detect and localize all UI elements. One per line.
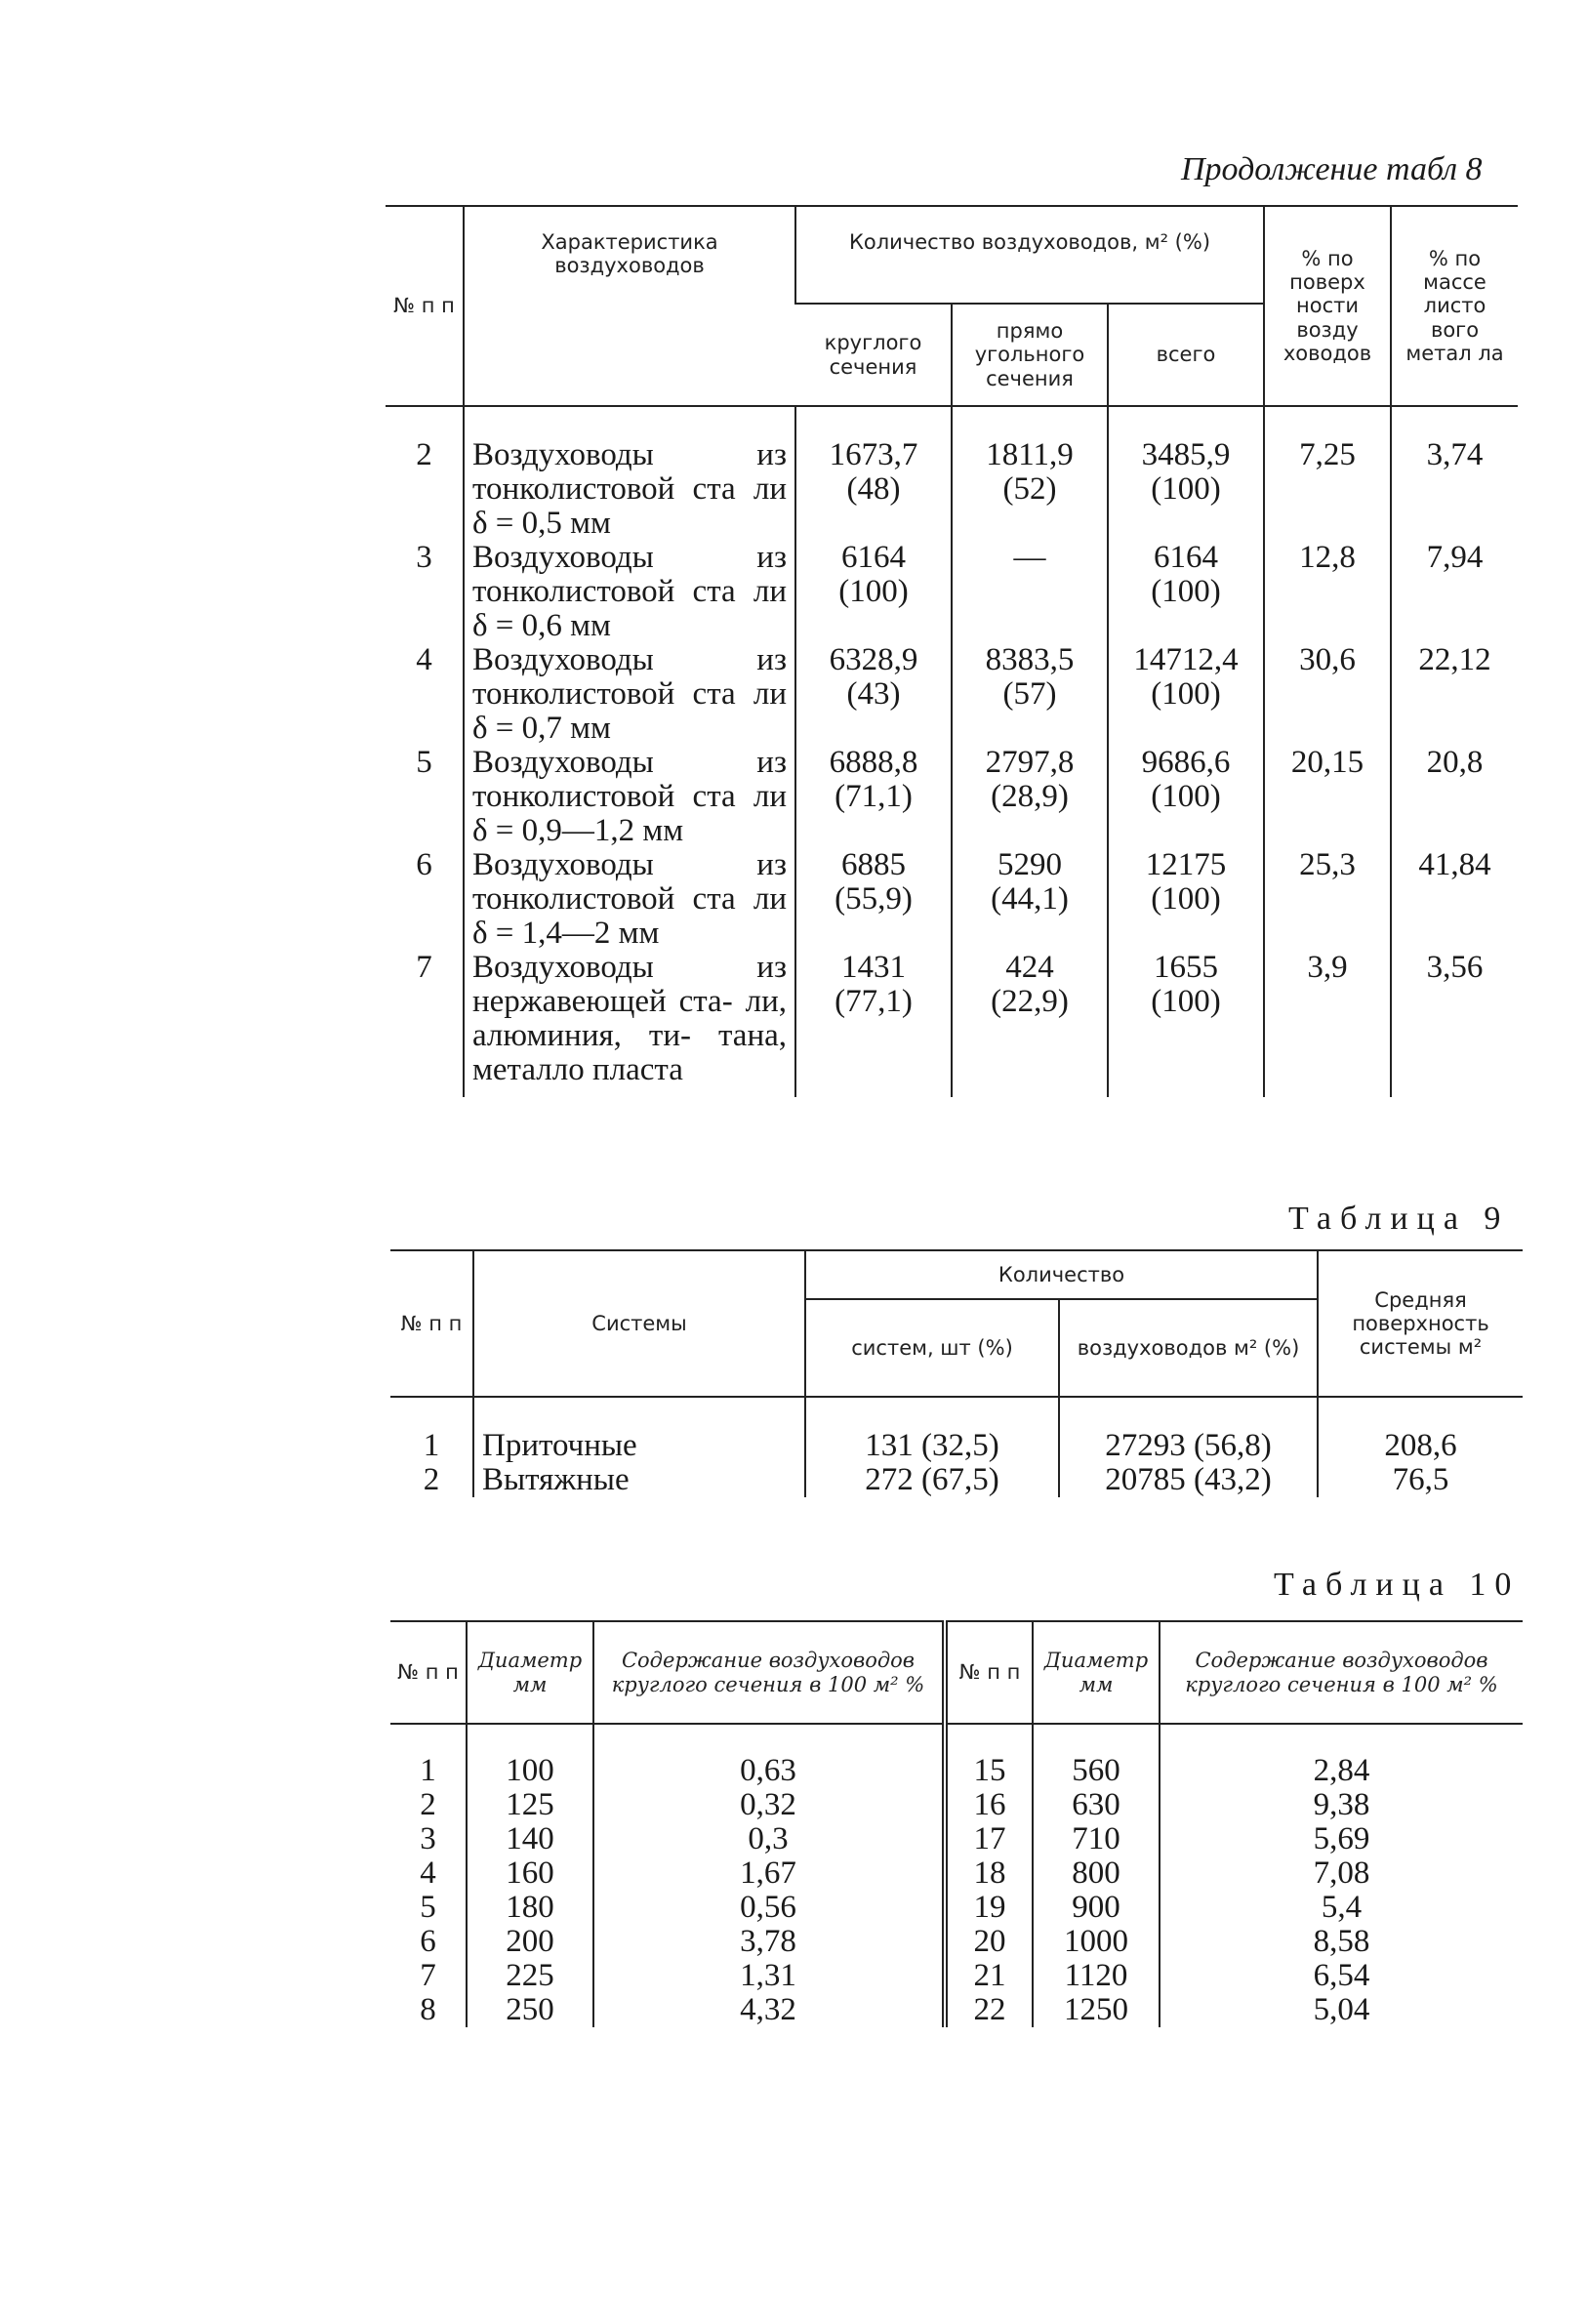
diameter-right: 1120 <box>1033 1959 1160 1993</box>
row-description: Воздуховоды из тонколистовой ста ли δ = 0,6 мм <box>464 541 795 643</box>
round-section-value-percent: (55,9) <box>835 881 913 917</box>
row-description: Воздуховоды из тонколистовой ста ли δ = 0,9—1,2 мм <box>464 746 795 848</box>
row-description: Воздуховоды из нержавеющей ста- ли, алюминия, ти- тана, металло пласта <box>464 951 795 1097</box>
diameter-left: 100 <box>467 1724 593 1788</box>
rect-section-value <box>952 541 1108 643</box>
row-number: 1 <box>423 1428 440 1463</box>
header-number: № п п <box>390 1250 473 1397</box>
rect-section-value-percent: (28,9) <box>991 779 1069 814</box>
total-value-amount: 3485,9 <box>1141 437 1231 472</box>
row-number-right: 20 <box>945 1925 1033 1959</box>
table-row <box>390 1463 1523 1497</box>
content-right: 5,04 <box>1160 1993 1523 2027</box>
round-section-value <box>795 541 952 643</box>
header-system-count: систем, шт (%) <box>805 1299 1059 1397</box>
pct-surface-value: 25,3 <box>1264 848 1391 951</box>
round-section-value <box>795 643 952 746</box>
diameter-right: 630 <box>1033 1788 1160 1822</box>
row-number: 6 <box>416 847 432 882</box>
round-section-value-percent: (77,1) <box>835 984 913 1019</box>
system-count: 131 (32,5) <box>805 1397 1059 1463</box>
table-row <box>386 848 1518 951</box>
header-round: круглого сечения <box>795 304 952 406</box>
header-pct-surface: % по поверх ности возду ховодов <box>1264 206 1391 406</box>
content-right: 8,58 <box>1160 1925 1523 1959</box>
diameter-right: 560 <box>1033 1724 1160 1788</box>
total-value-percent: (100) <box>1151 471 1221 507</box>
row-number-left: 2 <box>420 1787 436 1822</box>
diameter-left: 180 <box>467 1891 593 1925</box>
table-row <box>386 643 1518 746</box>
rect-section-value <box>952 643 1108 746</box>
header-total: всего <box>1108 304 1264 406</box>
diameter-left: 125 <box>467 1788 593 1822</box>
content-left: 3,78 <box>593 1925 945 1959</box>
round-section-value <box>795 406 952 541</box>
rect-section-value <box>952 406 1108 541</box>
content-left: 0,3 <box>593 1822 945 1856</box>
round-section-value-amount: 6328,9 <box>829 642 918 677</box>
total-value-amount: 1655 <box>1154 950 1218 985</box>
header-pct-mass: % по массе листо вого метал ла <box>1391 206 1518 406</box>
content-right: 6,54 <box>1160 1959 1523 1993</box>
total-value-percent: (100) <box>1151 574 1221 609</box>
content-right: 5,69 <box>1160 1822 1523 1856</box>
rect-section-value-amount: — <box>1013 540 1046 575</box>
row-number-right: 18 <box>945 1856 1033 1891</box>
header-number: № п п <box>386 206 464 406</box>
row-description: Воздуховоды из тонколистовой ста ли δ = 0,5 мм <box>464 406 795 541</box>
header-rect: прямо угольного сечения <box>952 304 1108 406</box>
header-avg-surface: Средняя поверхность системы м² <box>1318 1250 1523 1397</box>
rect-section-value-percent: (22,9) <box>991 984 1069 1019</box>
header-number-left: № п п <box>390 1621 467 1724</box>
header-diameter-left: Диаметр мм <box>467 1621 593 1724</box>
total-value <box>1108 643 1264 746</box>
round-section-value-amount: 6885 <box>841 847 906 882</box>
pct-mass-value: 22,12 <box>1391 643 1518 746</box>
total-value <box>1108 746 1264 848</box>
total-value-amount: 9686,6 <box>1141 745 1231 780</box>
rect-section-value-percent: (52) <box>1002 471 1057 507</box>
duct-area: 20785 (43,2) <box>1059 1463 1318 1497</box>
table-row <box>390 1788 1523 1822</box>
table-row <box>386 746 1518 848</box>
system-name: Приточные <box>473 1397 805 1463</box>
round-section-value-percent: (71,1) <box>835 779 913 814</box>
table8-caption: Продолжение табл 8 <box>1181 151 1483 187</box>
row-number: 5 <box>416 745 432 780</box>
content-left: 0,63 <box>593 1724 945 1788</box>
table-row <box>390 1925 1523 1959</box>
round-section-value-percent: (100) <box>838 574 909 609</box>
round-section-value-amount: 1673,7 <box>829 437 918 472</box>
total-value-percent: (100) <box>1151 676 1221 712</box>
system-count: 272 (67,5) <box>805 1463 1059 1497</box>
rect-section-value <box>952 951 1108 1097</box>
total-value <box>1108 848 1264 951</box>
row-number-right: 15 <box>945 1724 1033 1788</box>
total-value-percent: (100) <box>1151 779 1221 814</box>
row-description: Воздуховоды из тонколистовой ста ли δ = 1,4—2 мм <box>464 848 795 951</box>
rect-section-value-amount: 424 <box>1005 950 1054 985</box>
round-section-value-amount: 1431 <box>841 950 906 985</box>
table9-caption: Таблица 9 <box>1288 1201 1510 1237</box>
diameter-right: 800 <box>1033 1856 1160 1891</box>
row-number-right: 21 <box>945 1959 1033 1993</box>
total-value-amount: 6164 <box>1154 540 1218 575</box>
diameter-left: 200 <box>467 1925 593 1959</box>
row-description: Воздуховоды из тонколистовой ста ли δ = 0,7 мм <box>464 643 795 746</box>
pct-mass-value: 7,94 <box>1391 541 1518 643</box>
total-value <box>1108 406 1264 541</box>
row-number: 2 <box>423 1462 440 1497</box>
pct-surface-value: 3,9 <box>1264 951 1391 1097</box>
total-value <box>1108 951 1264 1097</box>
table-row <box>390 1959 1523 1993</box>
header-duct-area: воздуховодов м² (%) <box>1059 1299 1318 1397</box>
row-number-right: 16 <box>945 1788 1033 1822</box>
avg-surface: 76,5 <box>1318 1463 1523 1497</box>
row-number-right: 17 <box>945 1822 1033 1856</box>
diameter-left: 140 <box>467 1822 593 1856</box>
total-value <box>1108 541 1264 643</box>
rect-section-value-amount: 1811,9 <box>986 437 1074 472</box>
round-section-value-amount: 6888,8 <box>829 745 918 780</box>
diameter-right: 1000 <box>1033 1925 1160 1959</box>
table-row <box>390 1397 1523 1463</box>
row-number-left: 1 <box>420 1753 436 1788</box>
round-section-value <box>795 848 952 951</box>
rect-section-value-percent: (57) <box>1002 676 1057 712</box>
total-value-amount: 12175 <box>1145 847 1227 882</box>
table8 <box>386 205 1518 1097</box>
content-left: 1,31 <box>593 1959 945 1993</box>
rect-section-value <box>952 746 1108 848</box>
system-name: Вытяжные <box>473 1463 805 1497</box>
rect-section-value <box>952 848 1108 951</box>
content-left: 4,32 <box>593 1993 945 2027</box>
pct-mass-value: 3,74 <box>1391 406 1518 541</box>
round-section-value <box>795 951 952 1097</box>
pct-surface-value: 30,6 <box>1264 643 1391 746</box>
header-quantity: Количество воздуховодов, м² (%) <box>795 206 1264 304</box>
content-right: 7,08 <box>1160 1856 1523 1891</box>
row-number: 3 <box>416 540 432 575</box>
table-row <box>386 541 1518 643</box>
table9 <box>390 1249 1523 1497</box>
header-content-right: Содержание воздуховодов круглого сечения в 100 м² % <box>1160 1621 1523 1724</box>
diameter-left: 250 <box>467 1993 593 2027</box>
total-value-percent: (100) <box>1151 881 1221 917</box>
table-row <box>386 406 1518 541</box>
table-row <box>390 1993 1523 2027</box>
duct-area: 27293 (56,8) <box>1059 1397 1318 1463</box>
row-number-right: 22 <box>945 1993 1033 2027</box>
content-right: 9,38 <box>1160 1788 1523 1822</box>
header-number-right: № п п <box>945 1621 1033 1724</box>
total-value-amount: 14712,4 <box>1133 642 1239 677</box>
rect-section-value-amount: 8383,5 <box>985 642 1075 677</box>
content-left: 0,32 <box>593 1788 945 1822</box>
diameter-right: 710 <box>1033 1822 1160 1856</box>
avg-surface: 208,6 <box>1318 1397 1523 1463</box>
pct-surface-value: 20,15 <box>1264 746 1391 848</box>
content-right: 5,4 <box>1160 1891 1523 1925</box>
diameter-right: 900 <box>1033 1891 1160 1925</box>
round-section-value-percent: (48) <box>846 471 901 507</box>
round-section-value <box>795 746 952 848</box>
row-number-left: 4 <box>420 1855 436 1891</box>
row-number-left: 5 <box>420 1890 436 1925</box>
table10-caption: Таблица 10 <box>1274 1567 1521 1603</box>
table-row <box>390 1856 1523 1891</box>
row-number: 7 <box>416 950 432 985</box>
row-number-right: 19 <box>945 1891 1033 1925</box>
diameter-right: 1250 <box>1033 1993 1160 2027</box>
total-value-percent: (100) <box>1151 984 1221 1019</box>
header-quantity: Количество <box>805 1250 1318 1299</box>
round-section-value-amount: 6164 <box>841 540 906 575</box>
round-section-value-percent: (43) <box>846 676 901 712</box>
pct-surface-value: 12,8 <box>1264 541 1391 643</box>
pct-mass-value: 20,8 <box>1391 746 1518 848</box>
row-number: 2 <box>416 437 432 472</box>
header-characteristic: Характеристика воздуховодов <box>464 206 795 406</box>
row-number-left: 3 <box>420 1821 436 1856</box>
rect-section-value-amount: 2797,8 <box>985 745 1075 780</box>
table-row <box>390 1724 1523 1788</box>
rect-section-value-percent: (44,1) <box>991 881 1069 917</box>
header-diameter-right: Диаметр мм <box>1033 1621 1160 1724</box>
table-row <box>390 1891 1523 1925</box>
table-row <box>390 1822 1523 1856</box>
rect-section-value-amount: 5290 <box>998 847 1062 882</box>
pct-mass-value: 41,84 <box>1391 848 1518 951</box>
diameter-left: 160 <box>467 1856 593 1891</box>
header-content-left: Содержание воздуховодов круглого сечения в 100 м² % <box>593 1621 945 1724</box>
content-left: 0,56 <box>593 1891 945 1925</box>
table10 <box>390 1620 1523 2027</box>
pct-surface-value: 7,25 <box>1264 406 1391 541</box>
content-right: 2,84 <box>1160 1724 1523 1788</box>
row-number-left: 6 <box>420 1924 436 1959</box>
content-left: 1,67 <box>593 1856 945 1891</box>
diameter-left: 225 <box>467 1959 593 1993</box>
row-number: 4 <box>416 642 432 677</box>
row-number-left: 8 <box>420 1992 436 2027</box>
header-systems: Системы <box>473 1250 805 1397</box>
table-row <box>386 951 1518 1097</box>
row-number-left: 7 <box>420 1958 436 1993</box>
pct-mass-value: 3,56 <box>1391 951 1518 1097</box>
